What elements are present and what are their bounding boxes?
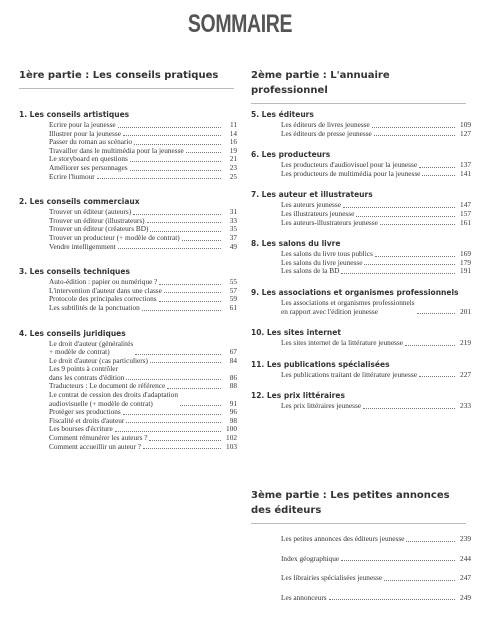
part1-sections — [19, 110, 237, 451]
section-heading[interactable]: 2. Les conseils commerciaux — [19, 197, 140, 207]
section-heading[interactable]: 6. Les producteurs — [251, 150, 331, 160]
section-heading[interactable]: 10. Les sites internet — [251, 328, 341, 338]
toc-entry-title: Ecrire pour la jeunesse — [49, 120, 116, 129]
dot-leader — [343, 207, 455, 208]
toc-entry[interactable] — [251, 339, 471, 348]
toc-entry-page: 239 — [460, 534, 471, 543]
toc-entry[interactable] — [19, 304, 237, 313]
toc-entry-page: 100 — [226, 424, 237, 434]
toc-entry-title: Les éditeurs de livres jeunesse — [281, 120, 370, 129]
toc-entry-page: 25 — [229, 171, 237, 181]
toc-entry[interactable] — [251, 371, 471, 380]
toc-entry-title: Le droit d'auteur (généralités + modèle de contrat) — [49, 338, 134, 357]
toc-entry[interactable] — [251, 574, 471, 583]
toc-entry-page: 247 — [460, 573, 471, 583]
dot-leader — [374, 135, 455, 136]
toc-entry-page: 16 — [229, 137, 237, 147]
toc-entry[interactable] — [19, 173, 237, 182]
dot-leader — [417, 313, 455, 314]
dot-leader — [329, 599, 455, 600]
toc-entry-page: 233 — [460, 401, 471, 411]
toc-section — [251, 239, 471, 276]
toc-entry[interactable] — [251, 170, 471, 179]
toc-entry[interactable] — [19, 443, 237, 452]
toc-entry-page: 244 — [460, 553, 471, 563]
toc-entry-page: 169 — [460, 249, 471, 259]
toc-entry-title: Le storyboard en questions — [49, 154, 128, 164]
dot-leader — [150, 362, 221, 363]
dot-leader — [372, 127, 455, 128]
toc-section — [251, 391, 471, 411]
toc-section — [251, 360, 471, 380]
toc-entry-page: 11 — [229, 120, 237, 129]
toc-entry-page: 141 — [460, 168, 471, 178]
toc-section — [251, 190, 471, 227]
toc-entry-page: 19 — [229, 145, 237, 155]
toc-entry-title: Index géographique — [281, 553, 340, 563]
toc-entry-title: Les associations et organismes professionnels en rapport avec l'édition jeunesse — [281, 297, 415, 316]
toc-entry-page: 88 — [229, 381, 237, 391]
toc-entry[interactable] — [251, 535, 471, 544]
dot-leader — [364, 264, 455, 265]
toc-entry-title: Trouver un éditeur (créateurs BD) — [49, 224, 149, 234]
dot-leader — [380, 224, 455, 225]
toc-entry-title: Les petites annonces des éditeurs jeunesse — [281, 534, 405, 543]
toc-entry[interactable] — [251, 267, 471, 276]
section-heading[interactable]: 1. Les conseils artistiques — [19, 110, 130, 119]
toc-entry-title: Améliorer ses personnages — [49, 162, 128, 172]
toc-entry-page: 37 — [229, 232, 237, 242]
toc-entry-title: Les sites internet de la littérature jeunesse — [281, 338, 403, 348]
toc-entry-page: 103 — [226, 441, 237, 451]
dot-leader — [130, 161, 221, 162]
toc-entry-page: 161 — [460, 217, 471, 227]
dot-leader — [375, 256, 455, 257]
section-heading[interactable]: 3. Les conseils techniques — [19, 267, 130, 277]
toc-section — [19, 329, 237, 452]
toc-entry-page: 35 — [229, 224, 237, 234]
toc-entry-page: 14 — [229, 128, 237, 138]
toc-entry-page: 102 — [226, 433, 237, 443]
toc-entry-title: Les salons du livre tous publics — [281, 249, 373, 259]
toc-entry-title: Les subtilités de la ponctuation — [49, 302, 140, 312]
toc-entry-title: Les librairies spécialisées jeunesse — [281, 573, 383, 583]
toc-entry-page: 201 — [460, 306, 471, 316]
toc-section — [251, 110, 471, 138]
toc-entry-page: 147 — [460, 200, 471, 210]
toc-entry-title: Comment accueillir un auteur ? — [49, 441, 141, 451]
dot-leader — [341, 273, 455, 274]
section-heading[interactable]: 4. Les conseils juridiques — [19, 328, 126, 338]
toc-section — [251, 328, 471, 348]
part2-title: 2ème partie : L'annuaire professionnel — [251, 68, 466, 104]
dot-leader — [159, 301, 221, 302]
toc-entry-title: Passer du roman au scénario — [49, 137, 133, 147]
toc-entry[interactable] — [251, 402, 471, 411]
toc-entry-page: 21 — [229, 154, 237, 164]
toc-entry-page: 91 — [229, 398, 237, 408]
toc-entry-title: Les auteurs jeunesse — [281, 200, 341, 210]
toc-entry-page: 191 — [460, 266, 471, 276]
toc-entry-title: Les illustrateurs jeunesse — [281, 208, 355, 218]
toc-entry-title: Les bourses d'écriture — [49, 424, 113, 434]
toc-entry[interactable] — [251, 219, 471, 228]
dot-leader — [341, 560, 455, 561]
toc-entry-title: Les prix littéraires jeunesse — [281, 401, 362, 411]
dot-leader — [118, 248, 221, 249]
toc-entry-page: 137 — [460, 160, 471, 170]
dot-leader — [118, 127, 221, 128]
dot-leader — [150, 231, 221, 232]
dot-leader — [405, 345, 455, 346]
toc-entry-page: 55 — [229, 277, 237, 287]
toc-entry-title: Les annonceurs — [281, 592, 327, 602]
toc-entry-title: Le droit d'auteur (cas particuliers) — [49, 355, 148, 365]
toc-entry-page: 249 — [460, 592, 471, 602]
dot-leader — [123, 414, 221, 415]
dot-leader — [149, 440, 221, 441]
dot-leader — [147, 222, 221, 223]
part3-title: 3ème partie : Les petites annonces des éditeurs — [251, 488, 466, 524]
dot-leader — [363, 408, 455, 409]
dot-leader — [134, 144, 221, 145]
toc-entry-page: 59 — [229, 294, 237, 304]
toc-entry-title: Comment rémunérer les auteurs ? — [49, 433, 148, 443]
toc-entry[interactable] — [19, 391, 237, 408]
dot-leader — [356, 216, 455, 217]
section-heading[interactable]: 9. Les associations et organismes professionnels — [251, 287, 459, 297]
dot-leader — [180, 405, 221, 406]
toc-entry-title: Illustrer pour la jeunesse — [49, 128, 121, 138]
toc-entry-title: Les salons de la BD — [281, 266, 340, 276]
dot-leader — [115, 431, 221, 432]
part1-title: 1ère partie : Les conseils pratiques — [19, 68, 234, 89]
section-heading[interactable]: 11. Les publications spécialisées — [251, 359, 390, 369]
toc-entry-title: Les auteurs-illustrateurs jeunesse — [281, 217, 378, 227]
toc-entry-title: Vendre intelligemment — [49, 241, 116, 251]
toc-section — [19, 267, 237, 312]
toc-entry-page: 109 — [460, 120, 471, 129]
section-heading[interactable]: 12. Les prix littéraires — [251, 391, 345, 401]
toc-entry-title: Les producteurs de multimédia pour la jeunesse — [281, 168, 421, 178]
toc-entry-title: Trouver un producteur (+ modèle de contrat) — [49, 232, 180, 242]
toc-section — [19, 110, 237, 181]
dot-leader — [186, 152, 221, 153]
toc-entry[interactable] — [19, 243, 237, 252]
toc-entry-title: Le contrat de cession des droits d'adaptation audiovisuelle (+ modèle de contrat) — [49, 390, 178, 408]
dot-leader — [164, 292, 221, 293]
page-title: SOMMAIRE — [187, 10, 293, 38]
dot-leader — [159, 284, 221, 285]
toc-entry-title: Trouver un éditeur (illustrateurs) — [49, 215, 145, 225]
toc-entry-page: 23 — [229, 162, 237, 172]
toc-entry-page: 84 — [229, 355, 237, 365]
dot-leader — [143, 448, 221, 449]
toc-entry-page: 157 — [460, 208, 471, 218]
toc-entry[interactable] — [251, 594, 471, 603]
toc-section — [251, 150, 471, 178]
toc-entry-page: 61 — [229, 302, 237, 312]
toc-entry-page: 33 — [229, 215, 237, 225]
section-heading[interactable]: 8. Les salons du livre — [251, 239, 341, 249]
dot-leader — [123, 135, 221, 136]
toc-entry-title: L'intervention d'auteur dans une classe — [49, 285, 162, 295]
toc-entry-title: Les producteurs d'audiovisuel pour la jeunesse — [281, 160, 418, 170]
toc-entry-page: 86 — [229, 372, 237, 382]
toc-entry-page: 227 — [460, 369, 471, 379]
dot-leader — [167, 388, 221, 389]
toc-entry-title: Les 9 points à contrôler dans les contrats d'édition — [49, 364, 125, 382]
toc-entry-page: 57 — [229, 285, 237, 295]
toc-entry-title: Les publications traitant de littérature jeunesse — [281, 369, 417, 379]
toc-entry-title: Fiscalité et droits d'auteur — [49, 415, 125, 425]
toc-entry-title: Protéger ses productions — [49, 407, 121, 417]
toc-entry-title: Protocole des principales corrections — [49, 294, 157, 304]
dot-leader — [126, 379, 221, 380]
toc-entry-page: 67 — [229, 347, 237, 357]
section-heading[interactable]: 5. Les éditeurs — [251, 110, 314, 119]
toc-section — [19, 197, 237, 251]
section-heading[interactable]: 7. Les auteur et illustrateurs — [251, 190, 373, 200]
toc-entry-title: Les salons du livre jeunesse — [281, 257, 363, 267]
toc-entry-page: 179 — [460, 257, 471, 267]
toc-entry-page: 49 — [229, 241, 237, 251]
toc-entry[interactable] — [19, 340, 237, 357]
toc-entry-page: 96 — [229, 407, 237, 417]
dot-leader — [135, 354, 221, 355]
toc-entry-title: Les éditeurs de presse jeunesse — [281, 128, 372, 138]
dot-leader — [419, 376, 455, 377]
dot-leader — [406, 541, 455, 542]
toc-entry[interactable] — [251, 299, 471, 316]
dot-leader — [126, 422, 221, 423]
dot-leader — [142, 310, 221, 311]
dot-leader — [182, 240, 221, 241]
toc-entry-title: Traducteurs : Le document de référence — [49, 381, 166, 391]
part2-sections — [251, 110, 471, 411]
toc-entry-title: Auto-édition : papier ou numérique ? — [49, 277, 158, 287]
toc-entry-page: 98 — [229, 415, 237, 425]
dot-leader — [419, 167, 455, 168]
dot-leader — [133, 214, 221, 215]
toc-section — [251, 288, 471, 316]
toc-entry[interactable] — [251, 130, 471, 139]
toc-entry-page: 219 — [460, 338, 471, 348]
dot-leader — [384, 580, 455, 581]
toc-entry-title: Trouver un éditeur (auteurs) — [49, 207, 132, 217]
toc-entry-title: Travailler dans le multimédia pour la jeunesse — [49, 145, 184, 155]
toc-entry-page: 31 — [229, 207, 237, 217]
toc-entry[interactable] — [251, 555, 471, 564]
toc-entry-title: Ecrire l'humour — [49, 171, 95, 181]
toc-entry-page: 127 — [460, 128, 471, 138]
dot-leader — [97, 178, 221, 179]
dot-leader — [130, 170, 221, 171]
toc-entry[interactable] — [19, 365, 237, 382]
dot-leader — [422, 175, 455, 176]
part3-entries — [251, 535, 471, 613]
